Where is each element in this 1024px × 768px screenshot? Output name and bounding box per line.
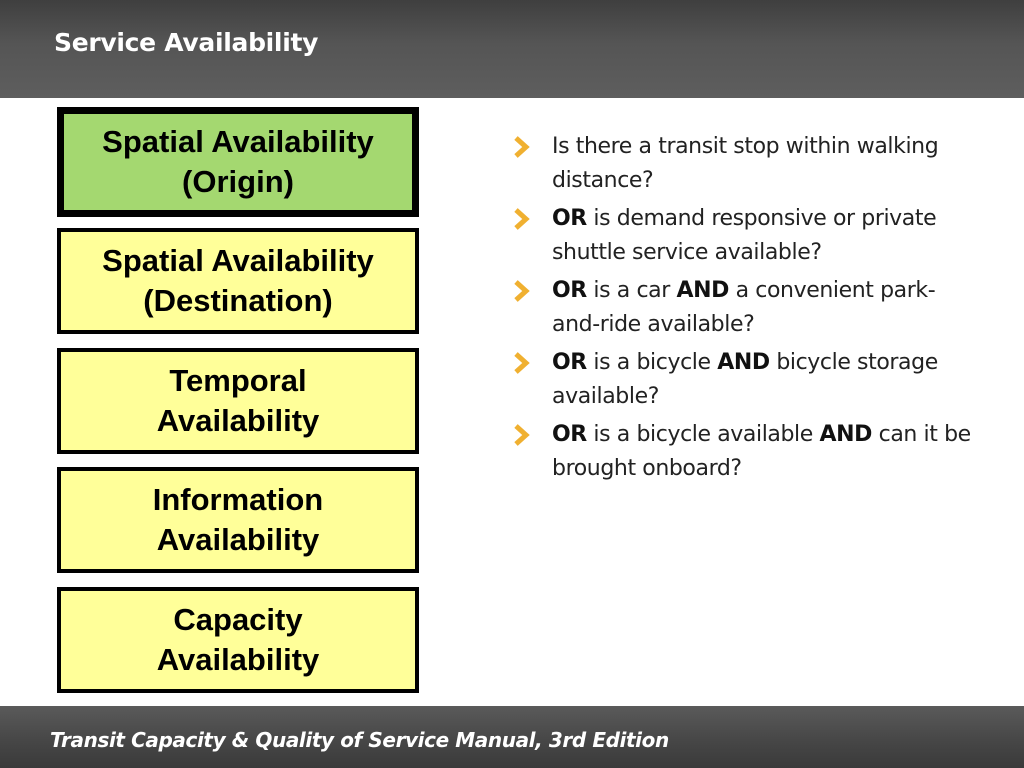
box-label: Capacity Availability xyxy=(156,602,320,677)
box-spatial-destination[interactable] xyxy=(57,228,419,334)
bullet-text: OR is a car AND a convenient park-and-ride available? xyxy=(552,278,936,337)
list-item xyxy=(510,274,980,342)
list-item xyxy=(510,418,980,486)
chevron-right-icon xyxy=(512,423,532,447)
box-temporal[interactable] xyxy=(57,348,419,454)
chevron-right-icon xyxy=(512,279,532,303)
bullet-text: OR is a bicycle available AND can it be brought onboard? xyxy=(552,422,971,481)
bullet-list xyxy=(510,130,980,490)
box-label: Spatial Availability (Destination) xyxy=(102,243,374,318)
chevron-right-icon xyxy=(512,207,532,231)
footer-bar xyxy=(0,706,1024,768)
bullet-text: OR is demand responsive or private shuttle service available? xyxy=(552,206,937,265)
box-capacity[interactable] xyxy=(57,587,419,693)
chevron-right-icon xyxy=(512,135,532,159)
list-item xyxy=(510,130,980,198)
chevron-right-icon xyxy=(512,351,532,375)
bullet-text: Is there a transit stop within walking distance? xyxy=(552,134,939,193)
bullet-text: OR is a bicycle AND bicycle storage available? xyxy=(552,350,938,409)
list-item xyxy=(510,202,980,270)
page-title: Service Availability xyxy=(54,28,319,57)
header-bar xyxy=(0,0,1024,98)
list-item xyxy=(510,346,980,414)
box-spatial-origin[interactable] xyxy=(57,107,419,217)
box-label: Temporal Availability xyxy=(156,363,320,438)
box-label: Spatial Availability (Origin) xyxy=(102,124,374,199)
footer-text: Transit Capacity & Quality of Service Manual, 3rd Edition xyxy=(50,728,669,752)
box-information[interactable] xyxy=(57,467,419,573)
box-label: Information Availability xyxy=(152,482,324,557)
